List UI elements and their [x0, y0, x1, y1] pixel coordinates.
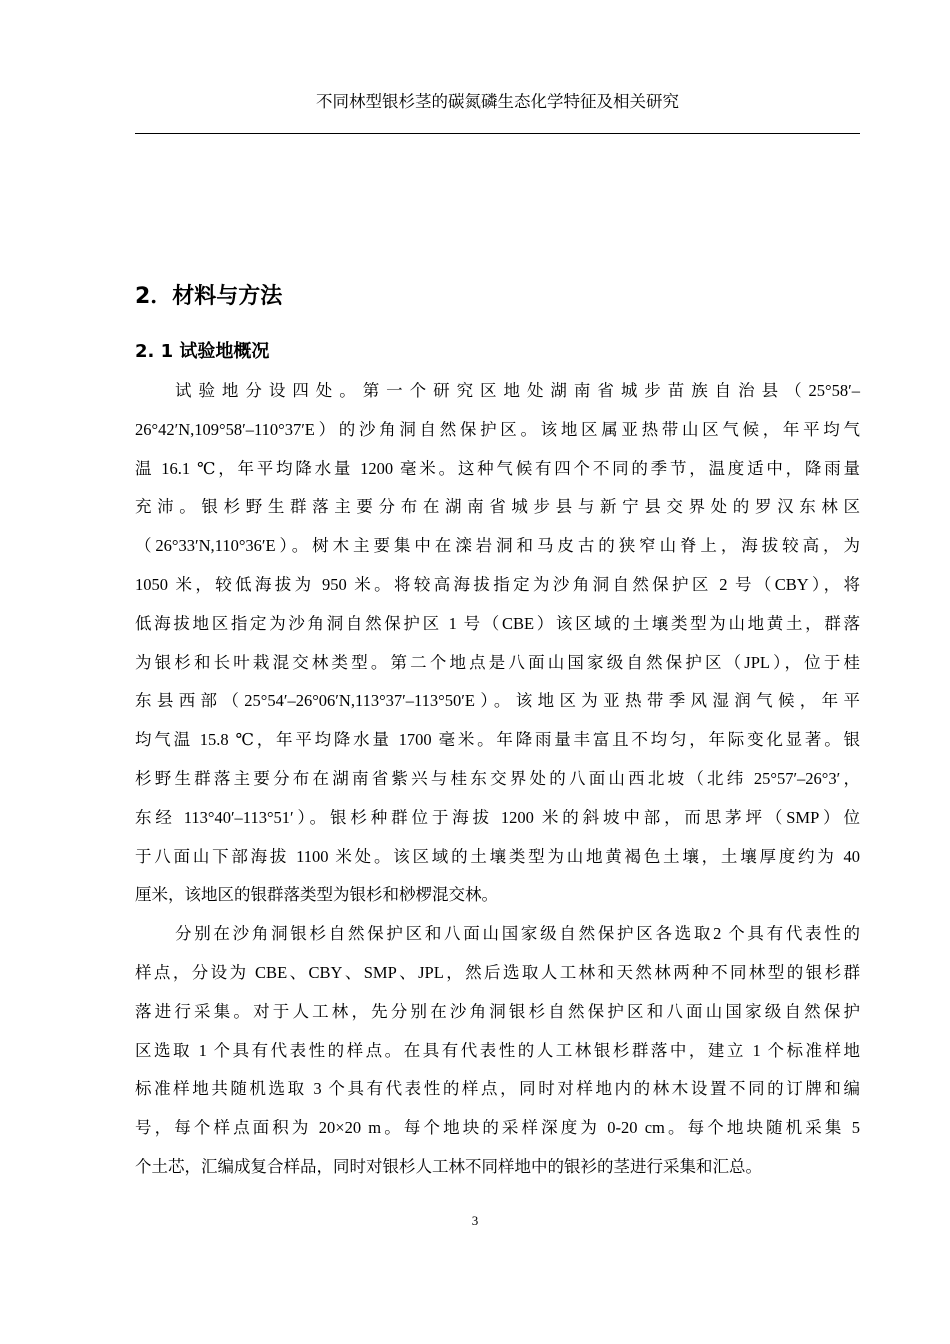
section-heading: 2．材料与方法 [135, 284, 283, 309]
paragraph-line: 低海拔地区指定为沙角洞自然保护区 1 号（CBE）该区域的土壤类型为山地黄土，群落 [135, 613, 860, 633]
paragraph-line: 样点，分设为 CBE、CBY、SMP、JPL，然后选取人工林和天然林两种不同林型的银杉群 [135, 962, 860, 982]
paragraph-line: 温 16.1 ℃，年平均降水量 1200 毫米。这种气候有四个不同的季节，温度适中，降雨量 [135, 458, 860, 478]
paragraph-line: 落进行采集。对于人工林，先分别在沙角洞银杉自然保护区和八面山国家级自然保护 [135, 1001, 860, 1021]
paragraph-line: 为银杉和长叶栽混交林类型。第二个地点是八面山国家级自然保护区（JPL），位于桂 [135, 652, 860, 672]
paragraph-line: 杉野生群落主要分布在湖南省紫兴与桂东交界处的八面山西北坡（北纬 25°57′–26°3′， [135, 768, 860, 788]
header-rule [135, 133, 860, 134]
paragraph-sampling-method [135, 915, 860, 1187]
paragraph-line: 区选取 1 个具有代表性的样点。在具有代表性的人工林银杉群落中，建立 1 个标准样地 [135, 1040, 860, 1060]
paragraph-line: 东县西部（25°54′–26°06′N,113°37′–113°50′E）。该地区为亚热带季风湿润气候，年平 [135, 691, 860, 711]
paragraph-line: 厘米，该地区的银群落类型为银杉和桫椤混交林。 [135, 885, 498, 905]
paragraph-line: 试验地分设四处。第一个研究区地处湖南省城步苗族自治县（25°58′– [175, 381, 860, 400]
paragraph-site-overview [135, 372, 860, 915]
paragraph-line: 个土芯，汇编成复合样品，同时对银杉人工林不同样地中的银衫的茎进行采集和汇总。 [135, 1156, 762, 1176]
paragraph-line: 26°42′N,109°58′–110°37′E）的沙角洞自然保护区。该地区属亚热带山区气候，年平均气 [135, 419, 860, 439]
paragraph-line: 东经 113°40′–113°51′）。银杉种群位于海拔 1200 米的斜坡中部，而思茅坪（SMP）位 [135, 807, 860, 827]
paragraph-line: 标准样地共随机选取 3 个具有代表性的样点，同时对样地内的林木设置不同的订牌和编 [135, 1079, 860, 1099]
paragraph-line: 于八面山下部海拔 1100 米处。该区域的土壤类型为山地黄褐色土壤，土壤厚度约为 40 [135, 846, 860, 866]
paragraph-line: 充沛。银杉野生群落主要分布在湖南省城步县与新宁县交界处的罗汉东林区 [135, 497, 860, 517]
paragraph-line: （26°33′N,110°36′E）。树木主要集中在滦岩洞和马皮古的狭窄山脊上，海拔较高，为 [135, 536, 860, 556]
paragraph-line: 分别在沙角洞银杉自然保护区和八面山国家级自然保护区各选取2 个具有代表性的 [175, 924, 860, 944]
paragraph-line: 1050 米，较低海拔为 950 米。将较高海拔指定为沙角洞自然保护区 2 号（CBY），将 [135, 574, 860, 594]
running-header: 不同林型银杉茎的碳氮磷生态化学特征及相关研究 [316, 92, 679, 111]
body-text [135, 372, 860, 1187]
paragraph-line: 均气温 15.8 ℃，年平均降水量 1700 毫米。年降雨量丰富且不均匀，年际变化显著。银 [135, 730, 860, 750]
paragraph-line: 号，每个样点面积为 20×20 m。每个地块的采样深度为 0-20 cm。每个地块随机采集 5 [135, 1118, 860, 1138]
page-number: 3 [471, 1213, 479, 1228]
subsection-heading: 2. 1 试验地概况 [135, 341, 270, 362]
